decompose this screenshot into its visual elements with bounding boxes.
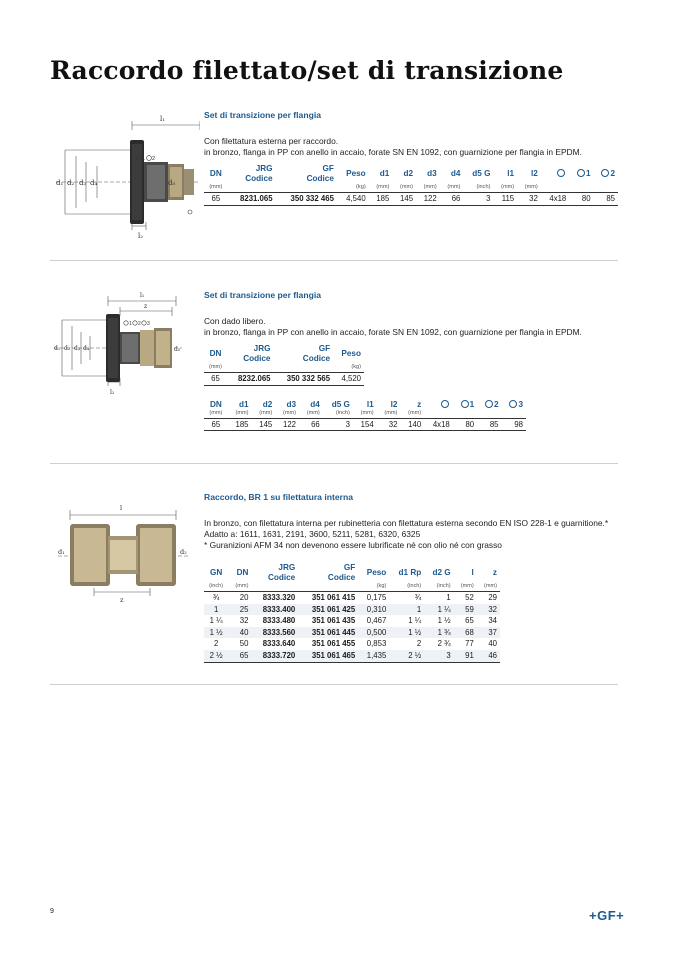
column-header: GF Codice bbox=[302, 344, 331, 363]
column-unit: (mm) bbox=[454, 583, 477, 592]
table-cell: 2 ¾ bbox=[437, 639, 451, 649]
column-header: Peso bbox=[341, 349, 361, 358]
table-cell: 50 bbox=[239, 639, 249, 649]
table-cell: 46 bbox=[477, 650, 500, 662]
description-line: Con dado libero. bbox=[204, 316, 266, 326]
table-cell: 0,175 bbox=[366, 593, 387, 602]
column-unit: (mm) bbox=[392, 184, 416, 193]
column-unit: (mm) bbox=[493, 184, 517, 193]
column-header: l2 bbox=[530, 169, 538, 178]
column-unit: (inch) bbox=[389, 583, 424, 592]
table-cell: ¾ bbox=[414, 593, 422, 602]
column-unit: (mm) bbox=[204, 410, 228, 419]
table-cell: 77 bbox=[465, 639, 474, 649]
circle-label-1: 1 bbox=[129, 321, 132, 327]
column-unit: (mm) bbox=[275, 410, 299, 419]
table-cell: 8333.400 bbox=[251, 604, 298, 616]
circle-label-2: 2 bbox=[138, 321, 141, 327]
column-unit bbox=[298, 583, 358, 592]
table-cell: 122 bbox=[275, 418, 299, 431]
column-unit bbox=[227, 364, 274, 373]
table-cell: 65 bbox=[204, 418, 228, 431]
table-cell: 1 ½ bbox=[204, 627, 228, 639]
table-cell: 3 bbox=[323, 418, 353, 431]
column-unit: (inch) bbox=[323, 410, 353, 419]
spec-table-8333 bbox=[204, 563, 500, 663]
table-cell: 350 332 465 bbox=[276, 193, 337, 206]
table-cell: 66 bbox=[440, 193, 464, 206]
circle-symbol-icon bbox=[601, 169, 609, 177]
page-number: 9 bbox=[50, 908, 54, 915]
table-row bbox=[204, 615, 500, 627]
description-line: * Guranizioni AFM 34 non devenono essere lubrificate né con olio né con grasso bbox=[204, 540, 502, 550]
column-header: JRG Codice bbox=[243, 344, 271, 363]
section-description bbox=[204, 316, 618, 338]
column-header: d1 bbox=[238, 399, 249, 409]
column-unit bbox=[594, 184, 618, 193]
section-title: Set di transizione per flangia bbox=[204, 290, 321, 300]
table-row bbox=[204, 193, 618, 206]
circle-label-1: 1 bbox=[142, 156, 146, 162]
circle-symbol-index: 1 bbox=[469, 399, 475, 409]
circle-symbol-icon bbox=[461, 400, 469, 408]
column-header: GF Codice bbox=[306, 164, 334, 183]
table-cell: 32 bbox=[377, 418, 401, 431]
table-cell: 140 bbox=[400, 418, 424, 431]
column-header: d1 bbox=[379, 169, 390, 178]
column-unit: (kg) bbox=[358, 583, 389, 592]
table-cell: 65 bbox=[204, 193, 228, 206]
dim-d3: d₃ bbox=[74, 345, 81, 352]
dim-d2: d₂ bbox=[64, 345, 71, 352]
flange-hole-icon bbox=[147, 156, 152, 161]
table-cell: 1 bbox=[446, 593, 451, 602]
table-cell: 32 bbox=[517, 193, 541, 206]
table-row bbox=[204, 638, 500, 650]
gf-logo: +GF+ bbox=[589, 908, 625, 923]
column-header: d5 G bbox=[472, 169, 491, 178]
column-header: GF Codice bbox=[327, 563, 356, 582]
page-title: Raccordo filettato/set di transizione bbox=[50, 56, 564, 85]
description-line: Con filettatura esterna per raccordo. bbox=[204, 136, 339, 146]
column-header: d3 bbox=[427, 169, 437, 178]
table-cell: 4,540 bbox=[337, 193, 369, 206]
br1-coupling-drawing bbox=[50, 496, 200, 606]
table-cell: 122 bbox=[416, 193, 440, 206]
table-cell: 1 bbox=[204, 604, 228, 616]
table-cell: 52 bbox=[465, 593, 474, 602]
column-unit: (mm) bbox=[228, 583, 251, 592]
spec-table-8231 bbox=[204, 164, 618, 206]
section-title: Raccordo, BR 1 su filettatura interna bbox=[204, 492, 353, 502]
column-unit bbox=[502, 410, 526, 419]
table-cell: 351 061 445 bbox=[298, 627, 358, 639]
column-header: l1 bbox=[507, 169, 515, 178]
table-cell: 80 bbox=[569, 193, 593, 206]
dim-z: z bbox=[120, 596, 124, 604]
table-cell: 4,520 bbox=[333, 373, 364, 386]
dim-l: l bbox=[120, 504, 123, 512]
table-cell: 4x18 bbox=[541, 193, 569, 206]
table-cell: 34 bbox=[488, 616, 497, 626]
table-cell: 8231.065 bbox=[228, 193, 276, 206]
section-flange-transition-nut bbox=[50, 280, 618, 463]
column-unit: (mm) bbox=[252, 410, 276, 419]
dim-d3: d₃ bbox=[79, 179, 87, 187]
table-cell: 2 ½ bbox=[204, 650, 228, 662]
table-cell: 40 bbox=[488, 639, 497, 649]
table-cell: 351 061 465 bbox=[298, 650, 358, 662]
circle-symbol-index: 2 bbox=[493, 399, 499, 409]
table-cell: 0,500 bbox=[358, 627, 389, 639]
column-unit: (kg) bbox=[337, 184, 369, 193]
table-cell: 8333.720 bbox=[251, 650, 298, 662]
table-cell: 59 bbox=[454, 604, 477, 616]
column-header bbox=[424, 400, 453, 410]
column-header: d1 Rp bbox=[398, 568, 422, 577]
column-unit bbox=[453, 410, 477, 419]
column-header: JRG Codice bbox=[267, 563, 296, 582]
column-header: Peso bbox=[346, 169, 366, 178]
table-cell: 4x18 bbox=[424, 418, 453, 431]
table-cell: 68 bbox=[454, 627, 477, 639]
column-unit: (mm) bbox=[477, 583, 500, 592]
table-cell: 8333.640 bbox=[262, 639, 296, 649]
dim-d5: d₅ bbox=[174, 346, 181, 353]
column-unit: (mm) bbox=[369, 184, 393, 193]
table-cell: 8333.480 bbox=[262, 616, 296, 626]
dim-z: z bbox=[144, 303, 148, 310]
flange-hole-icon bbox=[142, 321, 146, 325]
column-header: l bbox=[471, 568, 474, 577]
circle-symbol-icon bbox=[441, 400, 449, 408]
column-unit bbox=[274, 364, 334, 373]
column-header: d5 G bbox=[331, 399, 350, 409]
table-cell: 1 ¾ bbox=[424, 627, 453, 639]
table-cell: 1 ½ bbox=[389, 627, 424, 639]
section-divider bbox=[50, 260, 618, 261]
column-header bbox=[594, 164, 618, 184]
table-cell: 1 ¼ bbox=[209, 616, 223, 626]
column-header bbox=[569, 164, 593, 184]
flange-hole-icon bbox=[133, 321, 137, 325]
column-header: d4 bbox=[310, 399, 320, 409]
column-unit: (mm) bbox=[299, 410, 323, 419]
column-header: d2 bbox=[403, 169, 414, 178]
section-br1-internal-thread bbox=[50, 482, 618, 684]
column-header: z bbox=[417, 399, 422, 409]
table-cell: 351 061 435 bbox=[311, 616, 356, 626]
circle-symbol-icon bbox=[485, 400, 493, 408]
spec-table-8232-codes bbox=[204, 344, 364, 386]
column-header: DN bbox=[209, 349, 222, 358]
table-cell: 351 061 425 bbox=[298, 604, 358, 616]
column-header bbox=[477, 400, 501, 410]
dim-l2: l₂ bbox=[110, 389, 115, 396]
column-unit: (inch) bbox=[424, 583, 453, 592]
table-cell: 0,853 bbox=[366, 639, 387, 649]
table-cell: 98 bbox=[502, 418, 526, 431]
column-unit: (mm) bbox=[400, 410, 424, 419]
dim-d4: d₄ bbox=[83, 345, 90, 352]
table-cell: 2 ½ bbox=[389, 650, 424, 662]
column-header bbox=[453, 400, 477, 410]
table-cell: 3 bbox=[424, 650, 453, 662]
section-description bbox=[204, 136, 618, 158]
dim-l1: l₁ bbox=[160, 115, 166, 123]
table-cell: 1 ¼ bbox=[424, 604, 453, 616]
table-cell: 37 bbox=[477, 627, 500, 639]
description-line: in bronzo, flanga in PP con anello in accaio, forate SN EN 1092, con guarnizione per flangia in EPDM. bbox=[204, 147, 582, 157]
table-cell: 65 bbox=[228, 650, 251, 662]
column-unit bbox=[276, 184, 337, 193]
column-unit: (mm) bbox=[416, 184, 440, 193]
table-cell: 351 061 415 bbox=[311, 593, 356, 602]
dim-d5: d₅ bbox=[168, 179, 176, 187]
table-cell: 350 332 565 bbox=[274, 373, 334, 386]
section-content bbox=[204, 110, 618, 206]
table-cell: 8333.560 bbox=[251, 627, 298, 639]
column-unit bbox=[251, 583, 298, 592]
table-cell: 2 bbox=[416, 639, 422, 649]
section-content bbox=[204, 290, 618, 431]
dim-d1: d₁ bbox=[58, 548, 65, 556]
table-cell: 85 bbox=[477, 418, 501, 431]
table-cell: 25 bbox=[228, 604, 251, 616]
dim-d1: d₁ bbox=[56, 179, 64, 187]
dim-d1: d₁ bbox=[54, 345, 61, 352]
circle-label-2: 2 bbox=[152, 156, 156, 162]
description-line: In bronzo, con filettatura interna per rubinetteria con filettatura esterna secondo EN ISO 228-1 e guarnitione.* bbox=[204, 518, 609, 528]
column-header: d3 bbox=[286, 399, 296, 409]
table-cell: 65 bbox=[465, 616, 474, 626]
section-divider bbox=[50, 684, 618, 685]
circle-symbol-icon bbox=[577, 169, 585, 177]
section-title: Set di transizione per flangia bbox=[204, 110, 321, 120]
table-cell: 145 bbox=[252, 418, 276, 431]
table-cell: 351 061 455 bbox=[311, 639, 356, 649]
table-row bbox=[204, 604, 500, 616]
section-content bbox=[204, 492, 618, 663]
table-cell: 32 bbox=[239, 616, 249, 626]
table-cell: 40 bbox=[228, 627, 251, 639]
column-unit: (mm) bbox=[440, 184, 464, 193]
table-row bbox=[204, 627, 500, 639]
description-line: Adatto a: 1611, 1631, 2191, 3600, 5211, 5281, 6320, 6325 bbox=[204, 529, 421, 539]
flange-hole-icon bbox=[124, 321, 128, 325]
spec-table-8232-dimensions bbox=[204, 400, 526, 432]
column-unit bbox=[228, 184, 276, 193]
table-cell: 185 bbox=[369, 193, 393, 206]
table-cell: 0,467 bbox=[366, 616, 387, 626]
circle-symbol-index: 1 bbox=[586, 169, 591, 178]
circle-symbol-icon bbox=[509, 400, 517, 408]
column-header: Peso bbox=[366, 568, 387, 577]
column-unit bbox=[477, 410, 501, 419]
table-cell: 154 bbox=[353, 418, 377, 431]
column-unit bbox=[541, 184, 569, 193]
column-unit: (kg) bbox=[333, 364, 364, 373]
table-cell: 65 bbox=[204, 373, 227, 386]
table-cell: 20 bbox=[239, 593, 249, 602]
column-header: GN bbox=[210, 568, 223, 577]
column-header: d2 G bbox=[432, 568, 451, 577]
column-unit: (mm) bbox=[517, 184, 541, 193]
table-row bbox=[204, 650, 500, 662]
table-cell: 29 bbox=[488, 593, 497, 602]
table-cell: 1,435 bbox=[358, 650, 389, 662]
flange-external-thread-drawing bbox=[50, 112, 200, 242]
column-header: z bbox=[492, 568, 497, 577]
column-unit: (mm) bbox=[204, 364, 227, 373]
flange-loose-nut-drawing bbox=[50, 290, 200, 400]
dim-l1: l₁ bbox=[140, 292, 145, 299]
table-cell: 85 bbox=[594, 193, 618, 206]
table-cell: 185 bbox=[228, 418, 252, 431]
column-unit: (inch) bbox=[463, 184, 493, 193]
dim-d4: d₄ bbox=[90, 179, 98, 187]
table-cell: 80 bbox=[453, 418, 477, 431]
dim-d2: d₂ bbox=[67, 179, 75, 187]
table-cell: 8232.065 bbox=[227, 373, 274, 386]
column-unit: (mm) bbox=[204, 184, 228, 193]
table-row bbox=[204, 373, 364, 386]
column-header: d4 bbox=[450, 169, 461, 178]
column-unit bbox=[569, 184, 593, 193]
table-cell: 32 bbox=[477, 604, 500, 616]
dim-l2: l₂ bbox=[138, 232, 144, 240]
table-cell: 115 bbox=[493, 193, 517, 206]
column-unit: (mm) bbox=[377, 410, 401, 419]
column-header: DN bbox=[236, 568, 249, 577]
column-header: JRG Codice bbox=[245, 164, 273, 183]
column-header: l1 bbox=[366, 399, 374, 409]
column-header bbox=[502, 400, 526, 410]
table-row bbox=[204, 592, 500, 604]
section-divider bbox=[50, 463, 618, 464]
description-line: in bronzo, flanga in PP con anello in accaio, forate SN EN 1092, con guarnizione per flangia in EPDM. bbox=[204, 327, 582, 337]
column-header: DN bbox=[209, 399, 222, 409]
table-cell: 8333.320 bbox=[262, 593, 296, 602]
circle-label-3: 3 bbox=[147, 321, 150, 327]
section-description bbox=[204, 518, 618, 551]
table-cell: 3 bbox=[463, 193, 493, 206]
table-cell: 1 ½ bbox=[437, 616, 451, 626]
column-unit: (mm) bbox=[228, 410, 252, 419]
table-cell: 1 ¼ bbox=[408, 616, 422, 626]
table-cell: 2 bbox=[213, 639, 219, 649]
column-unit: (mm) bbox=[353, 410, 377, 419]
table-row bbox=[204, 418, 526, 431]
circle-symbol-index: 2 bbox=[610, 169, 615, 178]
column-header: d2 bbox=[262, 399, 273, 409]
section-flange-transition-external bbox=[50, 100, 618, 260]
table-cell: 1 bbox=[389, 604, 424, 616]
circle-symbol-index: 3 bbox=[518, 399, 523, 409]
table-cell: ¾ bbox=[212, 593, 220, 602]
table-cell: 0,310 bbox=[358, 604, 389, 616]
column-header: DN bbox=[209, 169, 222, 178]
column-unit: (inch) bbox=[204, 583, 228, 592]
column-header: l2 bbox=[390, 399, 398, 409]
column-unit bbox=[424, 410, 453, 419]
circle-symbol-icon bbox=[557, 169, 565, 177]
column-header bbox=[541, 164, 569, 184]
table-cell: 66 bbox=[299, 418, 323, 431]
dim-d2: d₂ bbox=[180, 548, 187, 556]
table-cell: 145 bbox=[392, 193, 416, 206]
table-cell: 91 bbox=[454, 650, 477, 662]
